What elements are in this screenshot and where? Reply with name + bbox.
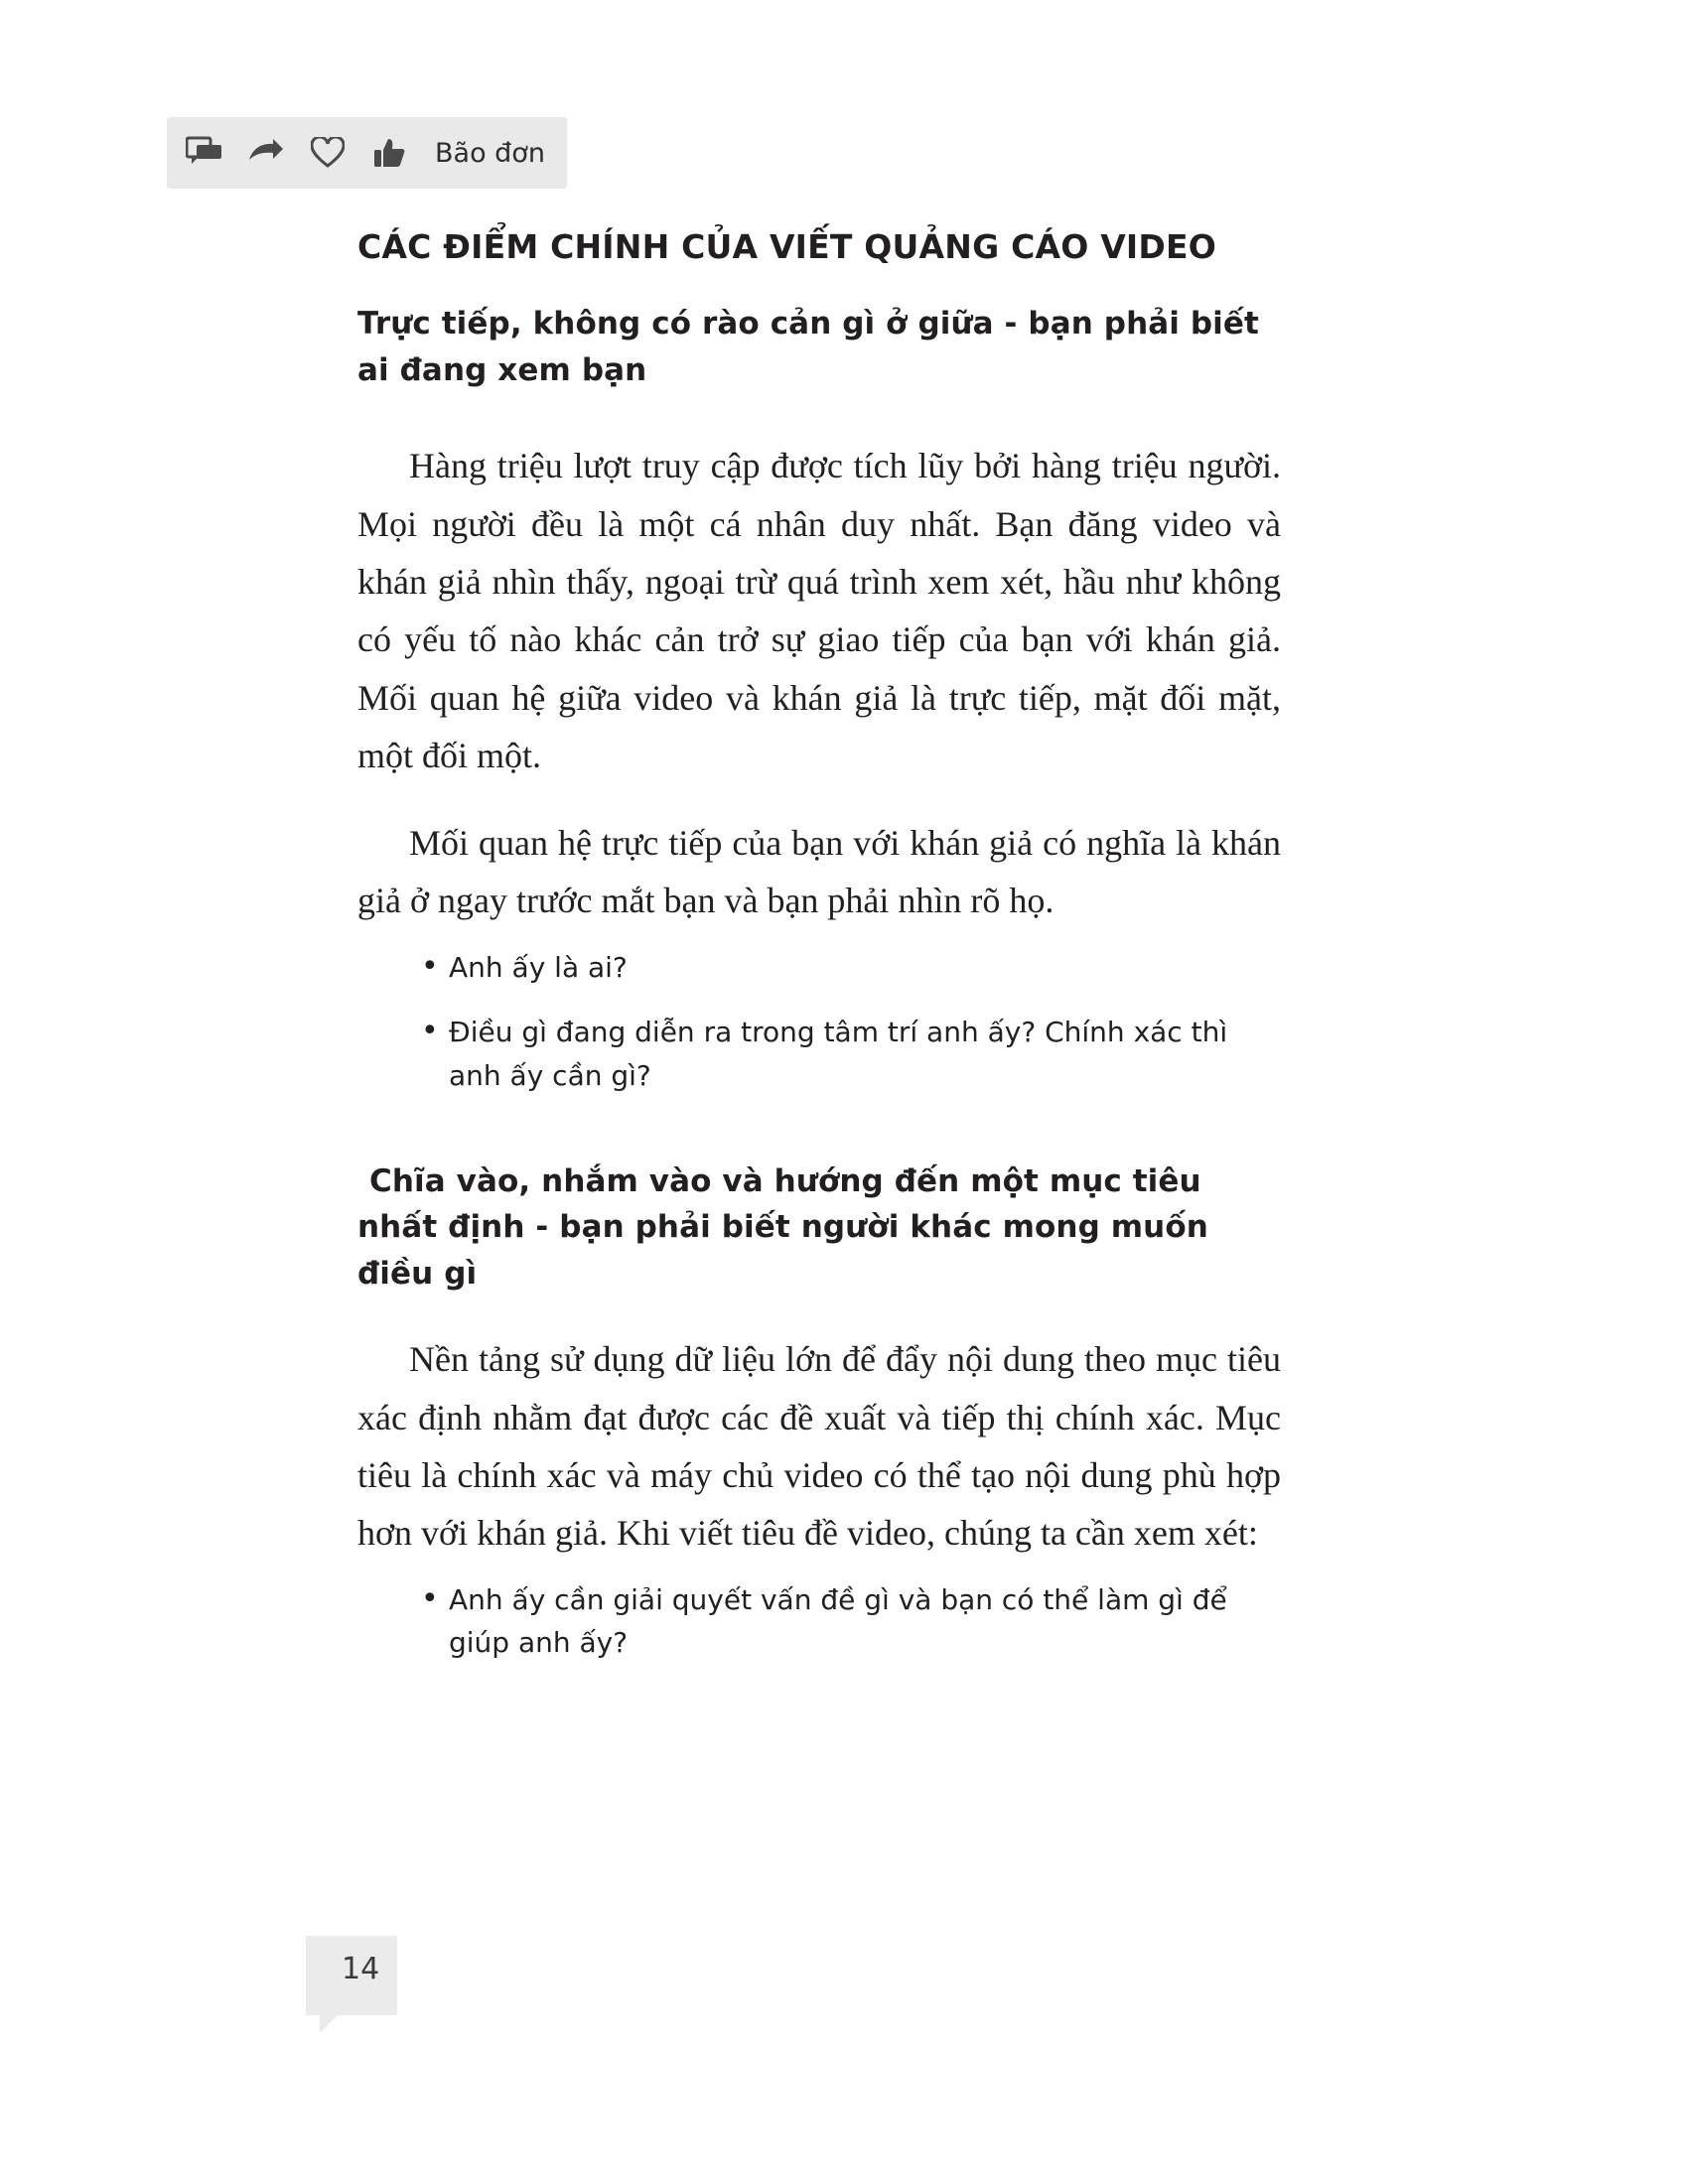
paragraph-3: Nền tảng sử dụng dữ liệu lớn để đẩy nội dung theo mục tiêu xác định nhằm đạt được các đề xuất và tiếp thị chính xác. Mục tiêu là chính xác và máy chủ video có thể tạo nội dung phù hợp hơn với khán giả. Khi viết tiêu đề video, chúng ta cần xem xét:	[357, 1339, 1281, 1554]
subheading-1: Trực tiếp, không có rào cản gì ở giữa - bạn phải biết ai đang xem bạn	[357, 306, 1259, 388]
thumbs-up-icon[interactable]	[369, 133, 409, 173]
subheading-2: Chĩa vào, nhắm vào và hướng đến một mục tiêu nhất định - bạn phải biết người khác mong muốn điều gì	[357, 1162, 1208, 1292]
list-item: • Anh ấy là ai?	[415, 946, 1263, 989]
paragraph-1: Hàng triệu lượt truy cập được tích lũy bởi hàng triệu người. Mọi người đều là một cá nhân duy nhất. Bạn đăng video và khán giả nhìn thấy, ngoại trừ quá trình xem xét, hầu như không có yếu tố nào khác cản trở sự giao tiếp của bạn với khán giả. Mối quan hệ giữa video và khán giả là trực tiếp, mặt đối mặt, một đối một.	[357, 446, 1281, 775]
paragraph-2: Mối quan hệ trực tiếp của bạn với khán giả có nghĩa là khán giả ở ngay trước mắt bạn và bạn phải nhìn rõ họ.	[357, 823, 1281, 921]
page-number: 14	[342, 1952, 380, 1986]
bullet-list-2	[357, 1578, 1281, 1665]
reaction-toolbar[interactable]	[167, 117, 567, 189]
toolbar-label: Bão đơn	[435, 137, 545, 169]
share-arrow-icon[interactable]	[246, 133, 286, 173]
page-content	[357, 226, 1281, 1686]
comment-icon[interactable]	[185, 133, 224, 173]
list-item: • Điều gì đang diễn ra trong tâm trí anh ấy? Chính xác thì anh ấy cần gì?	[415, 1011, 1263, 1097]
heart-icon[interactable]	[308, 133, 348, 173]
list-item: • Anh ấy cần giải quyết vấn đề gì và bạn có thể làm gì để giúp anh ấy?	[415, 1578, 1263, 1665]
bullet-list-1	[357, 946, 1281, 1097]
page-title: CÁC ĐIỂM CHÍNH CỦA VIẾT QUẢNG CÁO VIDEO	[357, 227, 1216, 266]
